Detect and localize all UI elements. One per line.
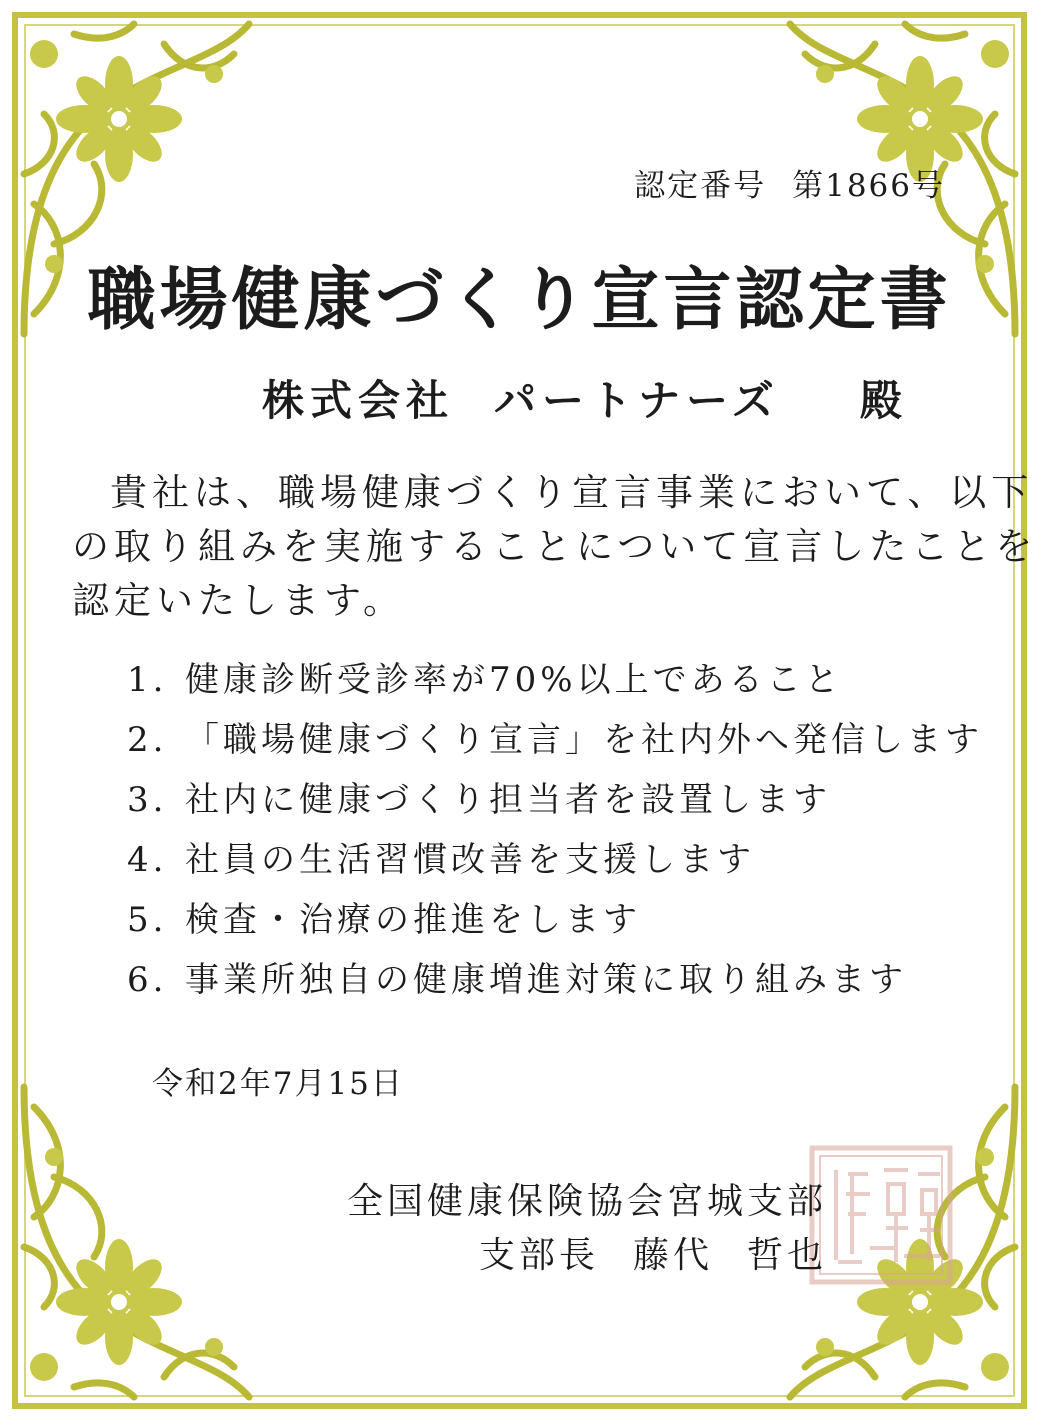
recipient	[262, 368, 908, 428]
list-item	[127, 650, 983, 710]
commitment-list	[127, 650, 983, 1010]
issuer-title: 支部長	[478, 1235, 599, 1276]
item-number: 3.	[127, 780, 168, 820]
recipient-name: パートナーズ	[494, 376, 780, 425]
item-text: 「職場健康づくり宣言」を社内外へ発信します	[185, 720, 983, 760]
recipient-honorific: 殿	[859, 376, 908, 425]
list-item	[127, 890, 983, 950]
certificate-number-value: 第1866号	[792, 168, 945, 204]
official-seal-stamp	[808, 1144, 954, 1286]
list-item	[127, 950, 983, 1010]
issuer-name-family: 藤代	[632, 1235, 713, 1276]
item-text: 社員の生活習慣改善を支援します	[185, 840, 755, 880]
item-text: 健康診断受診率が70%以上であること	[185, 660, 843, 700]
item-text: 検査・治療の推進をします	[185, 900, 641, 940]
list-item	[127, 770, 983, 830]
list-item	[127, 710, 983, 770]
certificate-body	[72, 466, 1038, 628]
item-number: 6.	[127, 960, 168, 1000]
list-item	[127, 830, 983, 890]
issuer-signatory	[479, 1227, 827, 1278]
recipient-prefix: 株式会社	[262, 376, 455, 425]
item-number: 1.	[127, 660, 168, 700]
issuer-name-given: 哲也	[746, 1235, 827, 1276]
body-line: 認定いたします。	[72, 579, 406, 622]
body-line: 貴社は、職場健康づくり宣言事業において、以下	[110, 471, 1034, 514]
certificate-title: 職場健康づくり宣言認定書	[87, 260, 952, 340]
body-line: の取り組みを実施することについて宣言したことを	[72, 525, 1038, 568]
item-number: 5.	[127, 900, 168, 940]
floral-corner-ornament-bottom-left	[14, 1077, 254, 1407]
issuer-organization: 全国健康保険協会宮城支部	[346, 1181, 827, 1222]
item-number: 2.	[127, 720, 168, 760]
certificate-number	[634, 160, 945, 205]
issue-date: 令和2年7月15日	[152, 1066, 404, 1102]
item-text: 社内に健康づくり担当者を設置します	[185, 780, 831, 820]
certificate-number-label: 認定番号	[634, 168, 767, 204]
item-text: 事業所独自の健康増進対策に取り組みます	[185, 960, 907, 1000]
item-number: 4.	[127, 840, 168, 880]
